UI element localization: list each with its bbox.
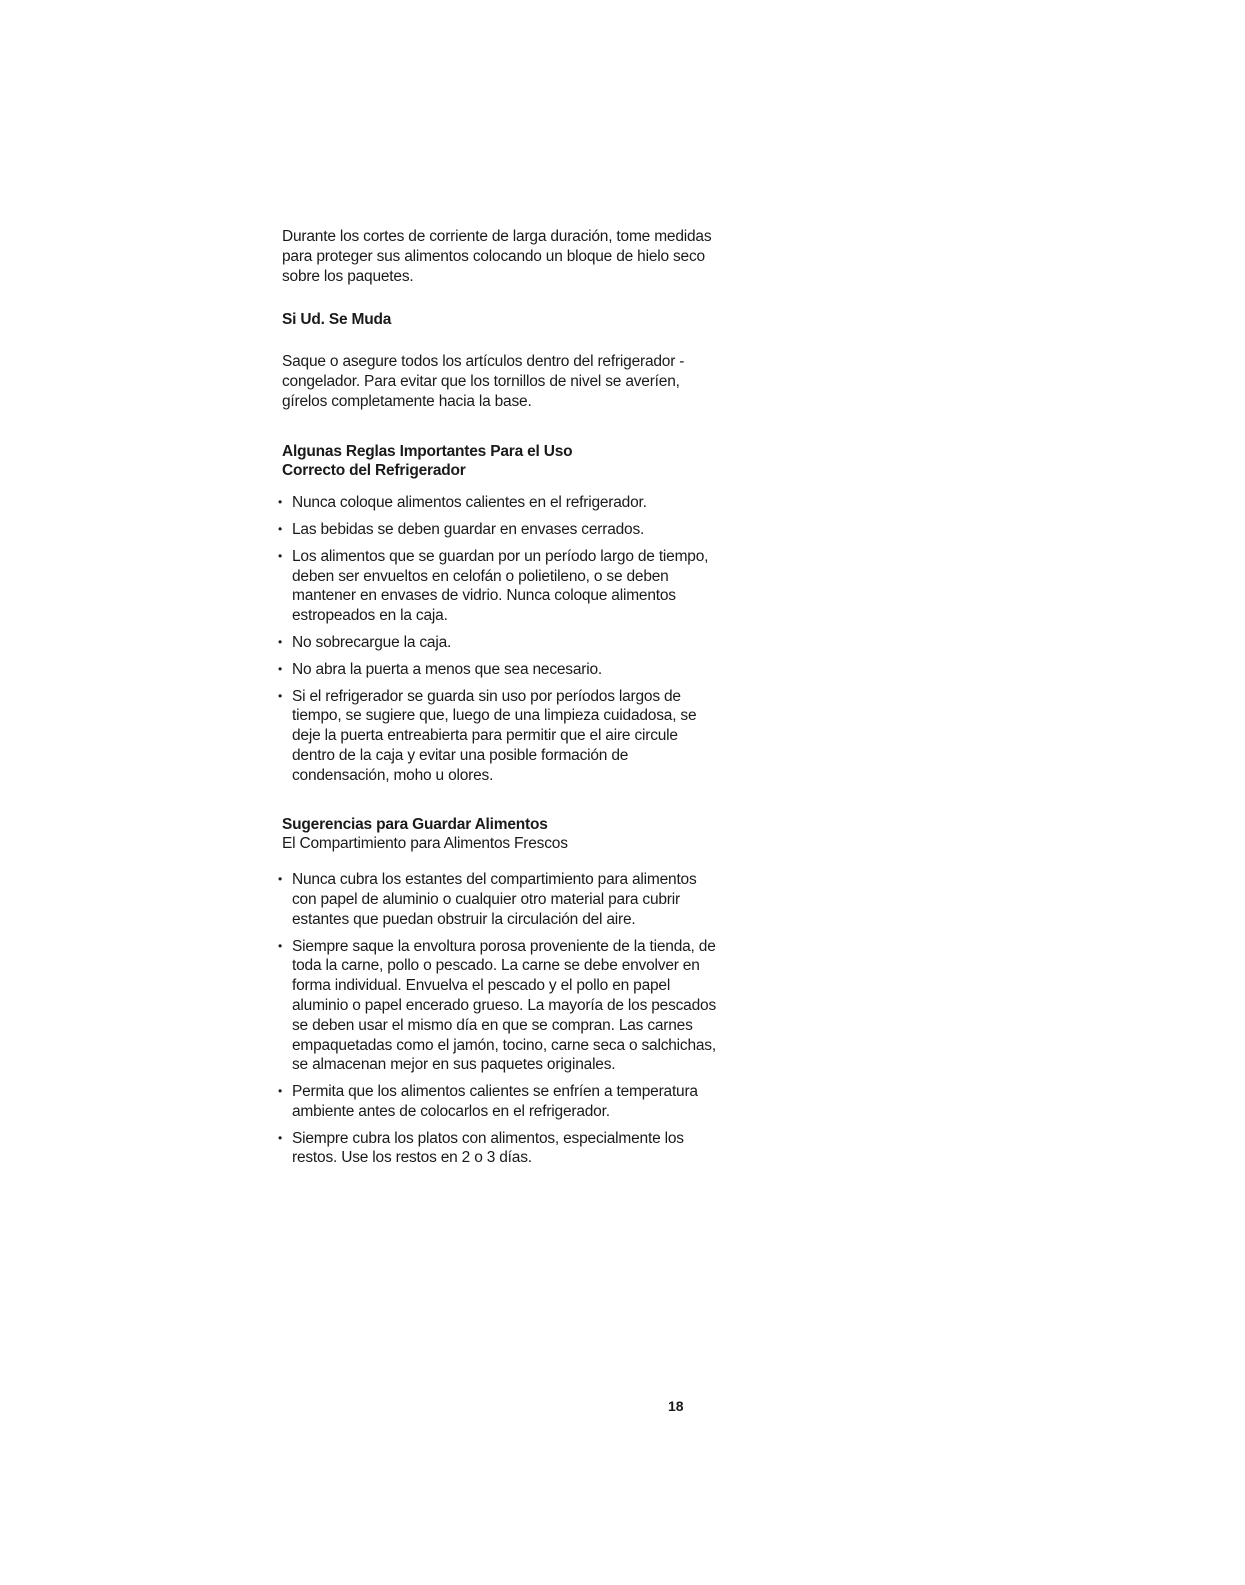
- bullet-icon: •: [278, 938, 283, 953]
- moving-paragraph: Saque o asegure todos los artículos dentro del refrigerador - congelador. Para evitar que los tornillos de nivel se averíen, gírelos completamente hacia la base.: [282, 353, 685, 410]
- page-number: 18: [668, 1398, 684, 1414]
- bullet-icon: •: [278, 688, 283, 703]
- bullet-icon: •: [278, 495, 283, 510]
- storage-subheading: El Compartimiento para Alimentos Frescos: [282, 835, 568, 853]
- bullet-icon: •: [278, 1084, 283, 1099]
- bullet-icon: •: [278, 661, 283, 676]
- list-item: • Nunca cubra los estantes del compartimiento para alimentos con papel de aluminio o cualquier otro material para cubrir estantes que puedan obstruir la circulación del aire.: [278, 871, 697, 928]
- rules-heading-line2: Correcto del Refrigerador: [282, 462, 466, 480]
- list-item: • Siempre saque la envoltura porosa proveniente de la tienda, de toda la carne, pollo o pescado. La carne se debe envolver en forma individual. Envuelva el pescado y el pollo en papel aluminio o papel encerado grueso. La mayoría de los pescados se deben usar el mismo día en que se compran. Las carnes empaquetadas como el jamón, tocino, carne seca o salchichas, se almacenan mejor en sus paquetes originales.: [278, 937, 716, 1074]
- list-item: • No abra la puerta a menos que sea necesario.: [278, 660, 603, 678]
- list-item: • Nunca coloque alimentos calientes en el refrigerador.: [278, 494, 647, 512]
- list-item: • No sobrecargue la caja.: [278, 633, 452, 651]
- list-item: • Las bebidas se deben guardar en envases cerrados.: [278, 520, 645, 538]
- storage-heading: Sugerencias para Guardar Alimentos: [282, 815, 548, 833]
- list-item: • Permita que los alimentos calientes se enfríen a temperatura ambiente antes de colocarlos en el refrigerador.: [278, 1083, 698, 1120]
- moving-heading: Si Ud. Se Muda: [282, 311, 392, 329]
- bullet-icon: •: [278, 521, 283, 536]
- bullet-icon: •: [278, 1130, 283, 1145]
- bullet-icon: •: [278, 548, 283, 563]
- document-page: [278, 227, 722, 1175]
- intro-paragraph: Durante los cortes de corriente de larga duración, tome medidas para proteger sus alimentos colocando un bloque de hielo seco sobre los paquetes.: [282, 228, 712, 285]
- rules-heading-line1: Algunas Reglas Importantes Para el Uso: [282, 442, 573, 460]
- list-item: • Los alimentos que se guardan por un período largo de tiempo, deben ser envueltos en celofán o polietileno, o se deben mantener en envases de vidrio. Nunca coloque alimentos estropeados en la caja.: [278, 547, 709, 625]
- list-item: • Siempre cubra los platos con alimentos, especialmente los restos. Use los restos en 2 o 3 días.: [278, 1129, 684, 1167]
- bullet-icon: •: [278, 872, 283, 887]
- storage-list: [278, 870, 722, 1168]
- rules-list: [278, 493, 722, 785]
- list-item: • Si el refrigerador se guarda sin uso por períodos largos de tiempo, se sugiere que, luego de una limpieza cuidadosa, se deje la puerta entreabierta para permitir que el aire circule dentro de la caja y evitar una posible formación de condensación, moho u olores.: [278, 687, 697, 784]
- bullet-icon: •: [278, 634, 283, 649]
